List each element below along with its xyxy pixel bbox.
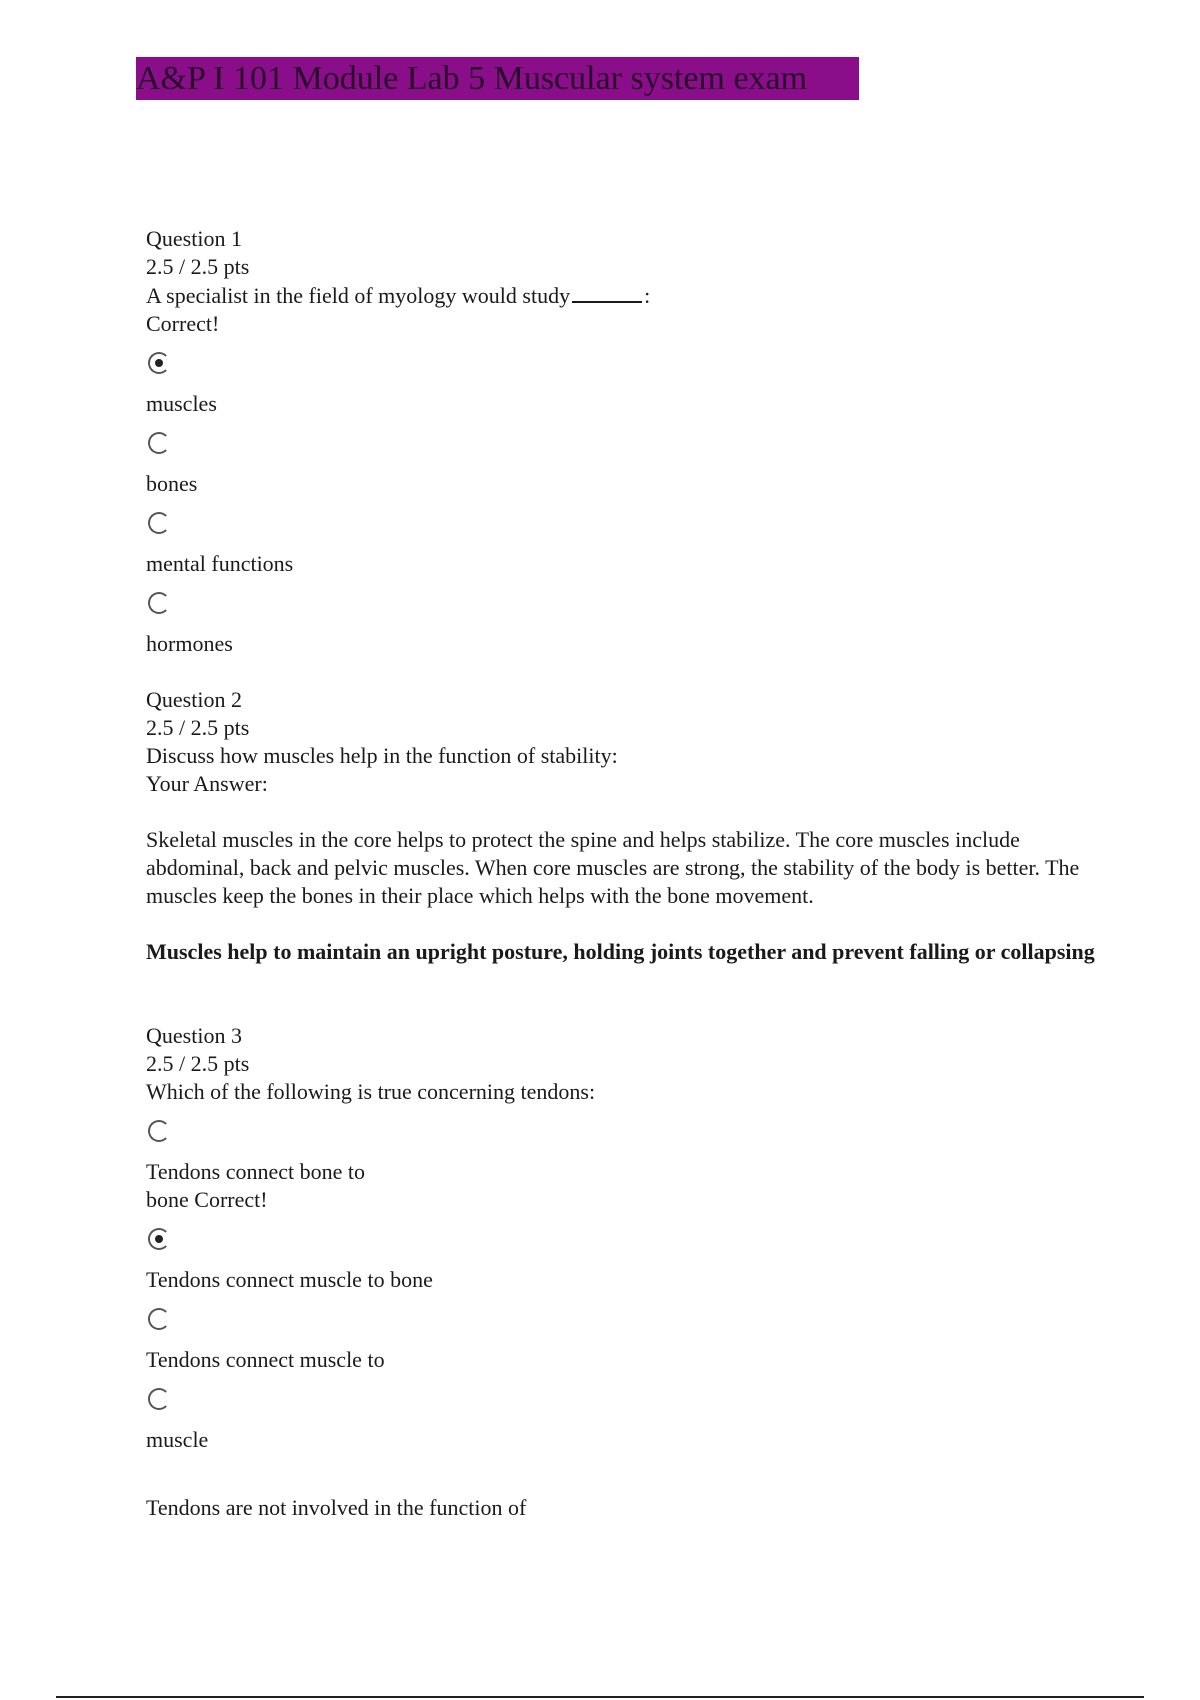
question-1-points: 2.5 / 2.5 pts bbox=[146, 254, 250, 279]
radio-selected-icon[interactable] bbox=[148, 352, 170, 374]
question-3-prompt: Which of the following is true concerning tendons: bbox=[146, 1079, 596, 1104]
question-1-prompt-text: A specialist in the field of myology would study bbox=[146, 283, 571, 308]
question-1 bbox=[146, 225, 1096, 658]
radio-unselected-icon[interactable] bbox=[148, 592, 170, 614]
question-3-number: Question 3 bbox=[146, 1023, 242, 1048]
fill-in-blank bbox=[572, 281, 642, 303]
radio-unselected-icon[interactable] bbox=[148, 432, 170, 454]
radio-unselected-icon[interactable] bbox=[148, 1308, 170, 1330]
radio-unselected-icon[interactable] bbox=[148, 1388, 170, 1410]
question-3-option-1-line-1: Tendons connect bone to bbox=[146, 1159, 366, 1184]
question-1-feedback: Correct! bbox=[146, 311, 220, 336]
question-2 bbox=[146, 686, 1096, 966]
exam-content bbox=[146, 225, 1096, 1522]
question-1-option-4: hormones bbox=[146, 631, 233, 656]
question-2-prompt: Discuss how muscles help in the function of stability: bbox=[146, 743, 618, 768]
radio-unselected-icon[interactable] bbox=[148, 512, 170, 534]
question-3-option-2: Tendons connect muscle to bone bbox=[146, 1267, 433, 1292]
question-1-option-3: mental functions bbox=[146, 551, 294, 576]
question-3-option-3-continued: muscle bbox=[146, 1427, 209, 1452]
question-1-option-2: bones bbox=[146, 471, 198, 496]
radio-unselected-icon[interactable] bbox=[148, 1120, 170, 1142]
question-3-option-4: Tendons are not involved in the function of bbox=[146, 1495, 527, 1520]
question-2-model-answer: Muscles help to maintain an upright posture, holding joints together and prevent falling or collapsing bbox=[146, 939, 1095, 964]
question-1-option-1: muscles bbox=[146, 391, 217, 416]
document-title: A&P I 101 Module Lab 5 Muscular system exam bbox=[136, 57, 859, 100]
question-1-prompt bbox=[146, 281, 1096, 310]
question-1-prompt-colon: : bbox=[644, 283, 651, 308]
question-3-option-1-line-2: bone Correct! bbox=[146, 1187, 268, 1212]
question-2-points: 2.5 / 2.5 pts bbox=[146, 715, 250, 740]
question-2-number: Question 2 bbox=[146, 687, 242, 712]
question-2-student-answer: Skeletal muscles in the core helps to protect the spine and helps stabilize. The core muscles include abdominal, back and pelvic muscles. When core muscles are strong, the stability of the body is better. The muscles keep the bones in their place which helps with the bone movement. bbox=[146, 827, 1080, 908]
question-1-number: Question 1 bbox=[146, 226, 242, 251]
question-3-points: 2.5 / 2.5 pts bbox=[146, 1051, 250, 1076]
question-2-answer-label: Your Answer: bbox=[146, 771, 268, 796]
question-3 bbox=[146, 1022, 1096, 1522]
question-3-option-3: Tendons connect muscle to bbox=[146, 1347, 385, 1372]
radio-selected-icon[interactable] bbox=[148, 1228, 170, 1250]
page-footer-rule bbox=[56, 1696, 1144, 1698]
